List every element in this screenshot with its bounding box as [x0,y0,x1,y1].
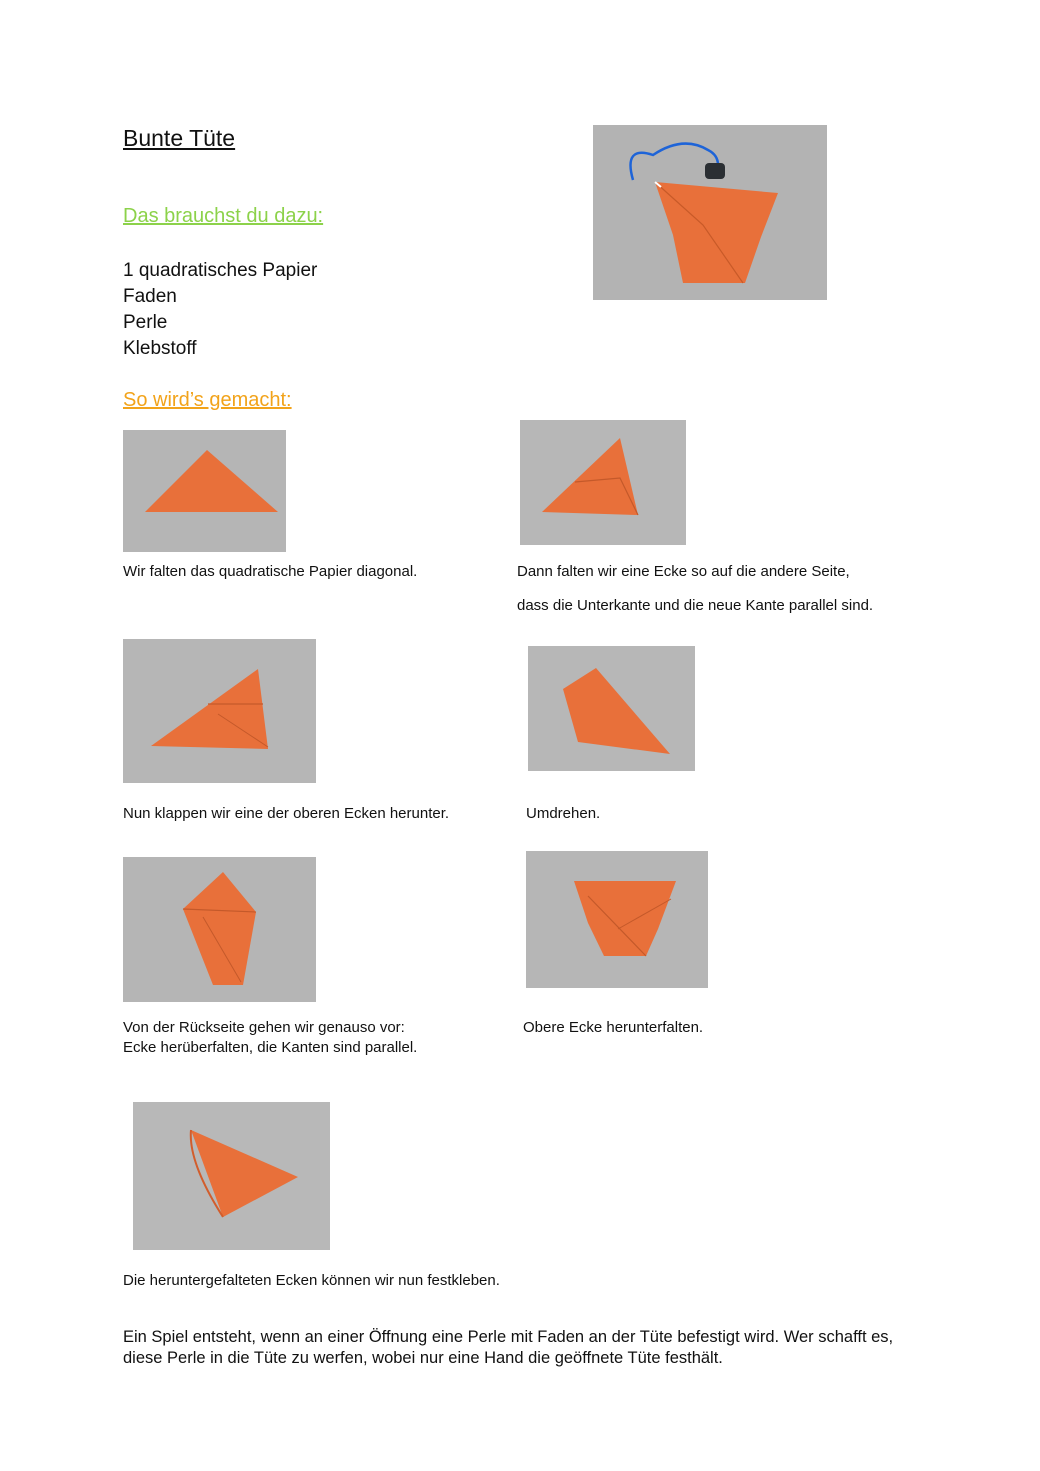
step4-caption: Umdrehen. [526,805,601,822]
step2-caption-line2: dass die Unterkante und die neue Kante parallel sind. [517,597,874,614]
step1-photo [123,430,286,552]
step7-photo [133,1102,330,1250]
materials-item: 1 quadratisches Papier [123,260,318,281]
step3-photo [123,639,316,783]
finished-bag-photo [593,125,827,300]
materials-heading: Das brauchst du dazu: [123,205,324,227]
materials-list [123,258,317,362]
step6-photo [526,851,708,988]
step4-photo [528,646,695,771]
step2-caption-line1: Dann falten wir eine Ecke so auf die andere Seite, [517,563,850,580]
step7-caption: Die heruntergefalteten Ecken können wir nun festkleben. [123,1272,500,1289]
materials-item: Faden [123,286,177,307]
step2-photo [520,420,686,545]
step3-caption: Nun klappen wir eine der oberen Ecken herunter. [123,805,450,822]
step1-caption: Wir falten das quadratische Papier diagonal. [123,563,418,580]
step5-caption-line1: Von der Rückseite gehen wir genauso vor: [123,1019,405,1036]
step6-caption: Obere Ecke herunterfalten. [523,1019,704,1036]
page-title: Bunte Tüte [123,125,236,151]
materials-item: Perle [123,312,168,333]
step5-caption-line2: Ecke herüberfalten, die Kanten sind parallel. [123,1039,418,1056]
step5-photo [123,857,316,1002]
steps-heading: So wird’s gemacht: [123,389,292,411]
materials-item: Klebstoff [123,338,197,359]
closing-paragraph: Ein Spiel entsteht, wenn an einer Öffnung eine Perle mit Faden an der Tüte befestigt wird. Wer schafft es, diese Perle in die Tüte zu werfen, wobei nur eine Hand die geöffnete Tüte festhält. [123,1328,894,1367]
